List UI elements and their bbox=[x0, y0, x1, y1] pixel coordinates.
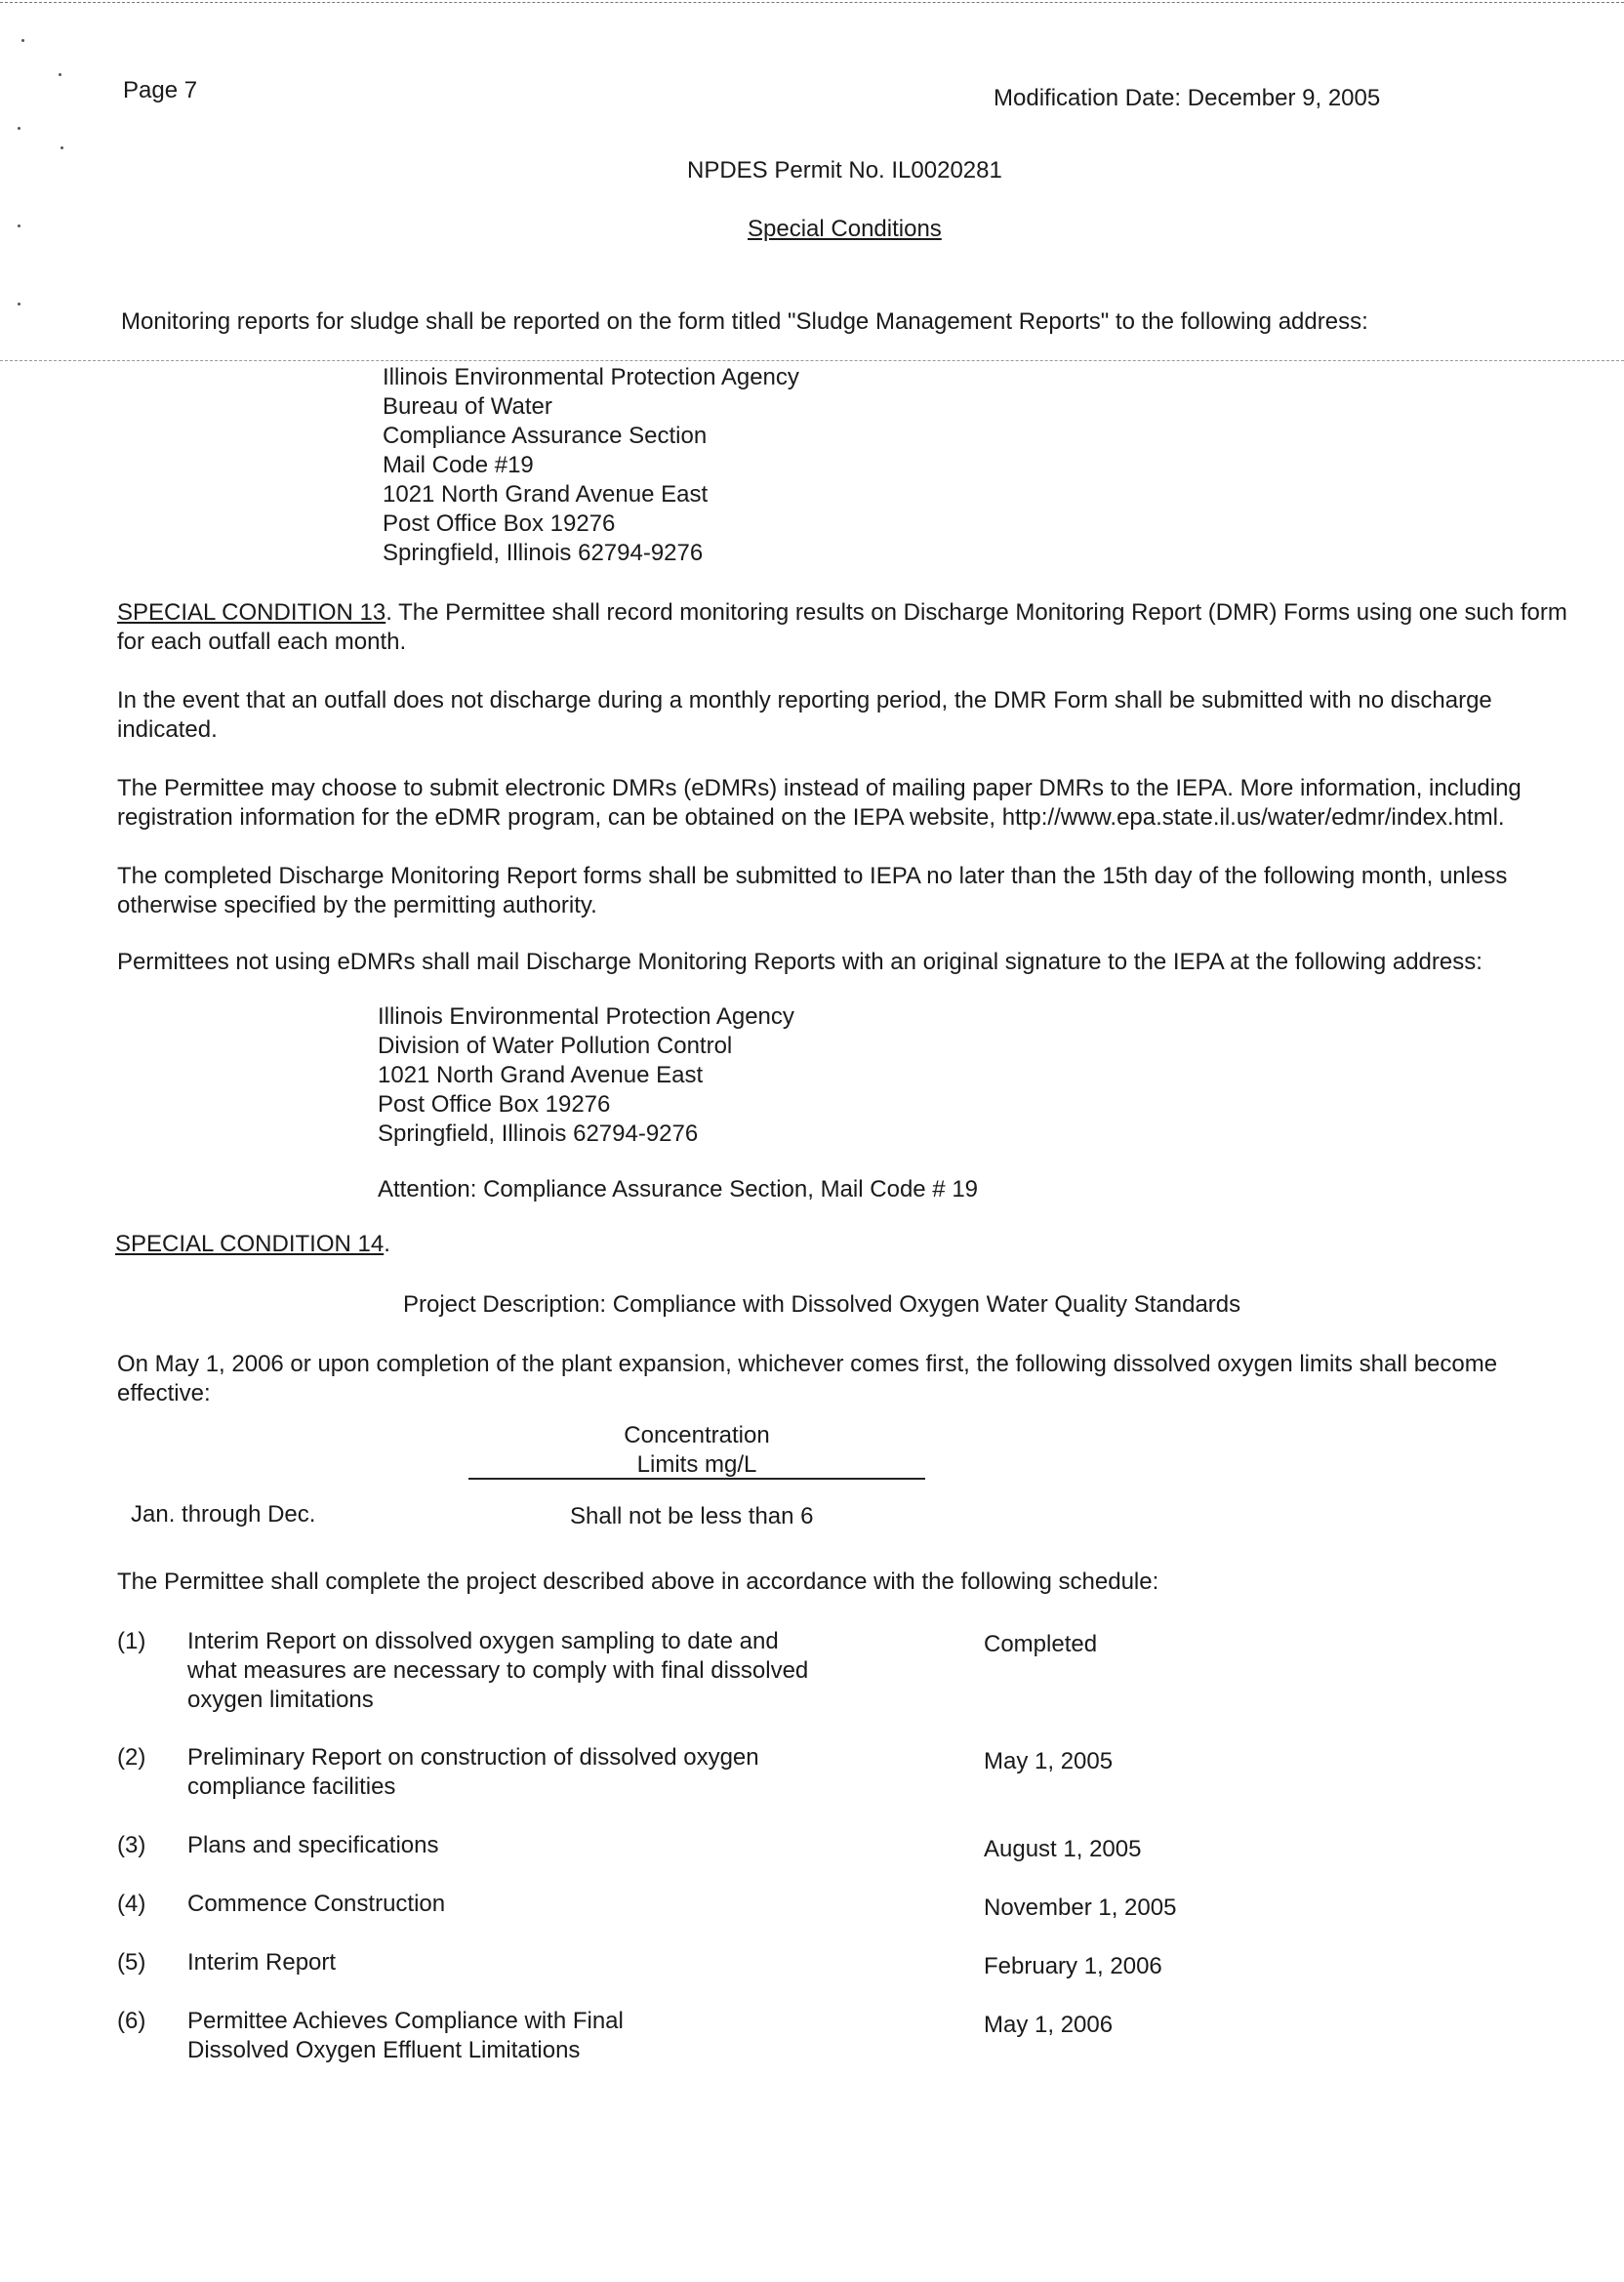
attention-line: Attention: Compliance Assurance Section, Mail Code # 19 bbox=[378, 1176, 979, 1202]
address-line: Compliance Assurance Section bbox=[383, 423, 708, 449]
address-line: 1021 North Grand Avenue East bbox=[383, 481, 709, 508]
dmr-address bbox=[378, 1002, 794, 1149]
address-line: Post Office Box 19276 bbox=[378, 1091, 611, 1118]
modification-date: Modification Date: December 9, 2005 bbox=[994, 85, 1381, 111]
condition-13-p1: In the event that an outfall does not discharge during a monthly reporting period, the DMR Form shall be submitted with no discharge indicated. bbox=[117, 687, 1492, 743]
condition-13-text: . The Permittee shall record monitoring results on Discharge Monitoring Report (DMR) Forms using one such form for each outfall each month. bbox=[117, 599, 1567, 655]
condition-14-heading: SPECIAL CONDITION 14 bbox=[115, 1231, 385, 1257]
scan-speck bbox=[59, 73, 61, 76]
address-line: Bureau of Water bbox=[383, 393, 552, 420]
condition-14: SPECIAL CONDITION 14. bbox=[115, 1231, 390, 1257]
section-title: Special Conditions bbox=[748, 216, 942, 242]
scan-speck bbox=[18, 127, 20, 130]
sludge-intro: Monitoring reports for sludge shall be reported on the form titled "Sludge Management Reports" to the following address: bbox=[121, 308, 1368, 335]
condition-13 bbox=[117, 598, 1581, 657]
scan-artifact-top bbox=[0, 2, 1624, 3]
schedule-intro: The Permittee shall complete the project described above in accordance with the following schedule: bbox=[117, 1569, 1159, 1595]
condition-13-p3: The completed Discharge Monitoring Report forms shall be submitted to IEPA no later than the 15th day of the following month, unless otherwise specified by the permitting authority. bbox=[117, 863, 1508, 918]
address-line: Division of Water Pollution Control bbox=[378, 1033, 733, 1059]
scan-speck bbox=[18, 303, 20, 306]
address-line: Illinois Environmental Protection Agency bbox=[383, 364, 799, 390]
address-line: Mail Code #19 bbox=[383, 452, 534, 478]
condition-13-heading: SPECIAL CONDITION 13 bbox=[117, 599, 386, 626]
limits-value: Shall not be less than 6 bbox=[570, 1503, 814, 1529]
address-line: Springfield, Illinois 62794-9276 bbox=[383, 540, 704, 566]
project-description: Project Description: Compliance with Dissolved Oxygen Water Quality Standards bbox=[403, 1291, 1241, 1318]
scan-speck bbox=[18, 224, 20, 227]
scan-speck bbox=[21, 39, 24, 42]
address-line: Post Office Box 19276 bbox=[383, 510, 616, 537]
limits-table-header: Concentration Limits mg/L bbox=[624, 1422, 770, 1478]
address-line: Springfield, Illinois 62794-9276 bbox=[378, 1121, 699, 1147]
sludge-address bbox=[383, 363, 799, 568]
scan-speck bbox=[61, 146, 63, 149]
condition-13-p2: The Permittee may choose to submit electronic DMRs (eDMRs) instead of mailing paper DMRs to the IEPA. More information, including registration information for the eDMR program, can be obtained on the IEPA website, http://www.epa.state.il.us/water/edmr/index.html. bbox=[117, 775, 1522, 831]
scan-artifact-mid bbox=[0, 360, 1624, 361]
limits-period: Jan. through Dec. bbox=[131, 1501, 316, 1528]
condition-13-p4: Permittees not using eDMRs shall mail Discharge Monitoring Reports with an original signature to the IEPA at the following address: bbox=[117, 949, 1482, 975]
page-label: Page 7 bbox=[123, 77, 198, 103]
address-line: 1021 North Grand Avenue East bbox=[378, 1062, 704, 1088]
do-limits-intro: On May 1, 2006 or upon completion of the plant expansion, whichever comes first, the following dissolved oxygen limits shall become effective: bbox=[117, 1351, 1498, 1406]
permit-number: NPDES Permit No. IL0020281 bbox=[687, 157, 1002, 183]
limits-table-rule bbox=[468, 1478, 925, 1480]
address-line: Illinois Environmental Protection Agency bbox=[378, 1003, 794, 1030]
